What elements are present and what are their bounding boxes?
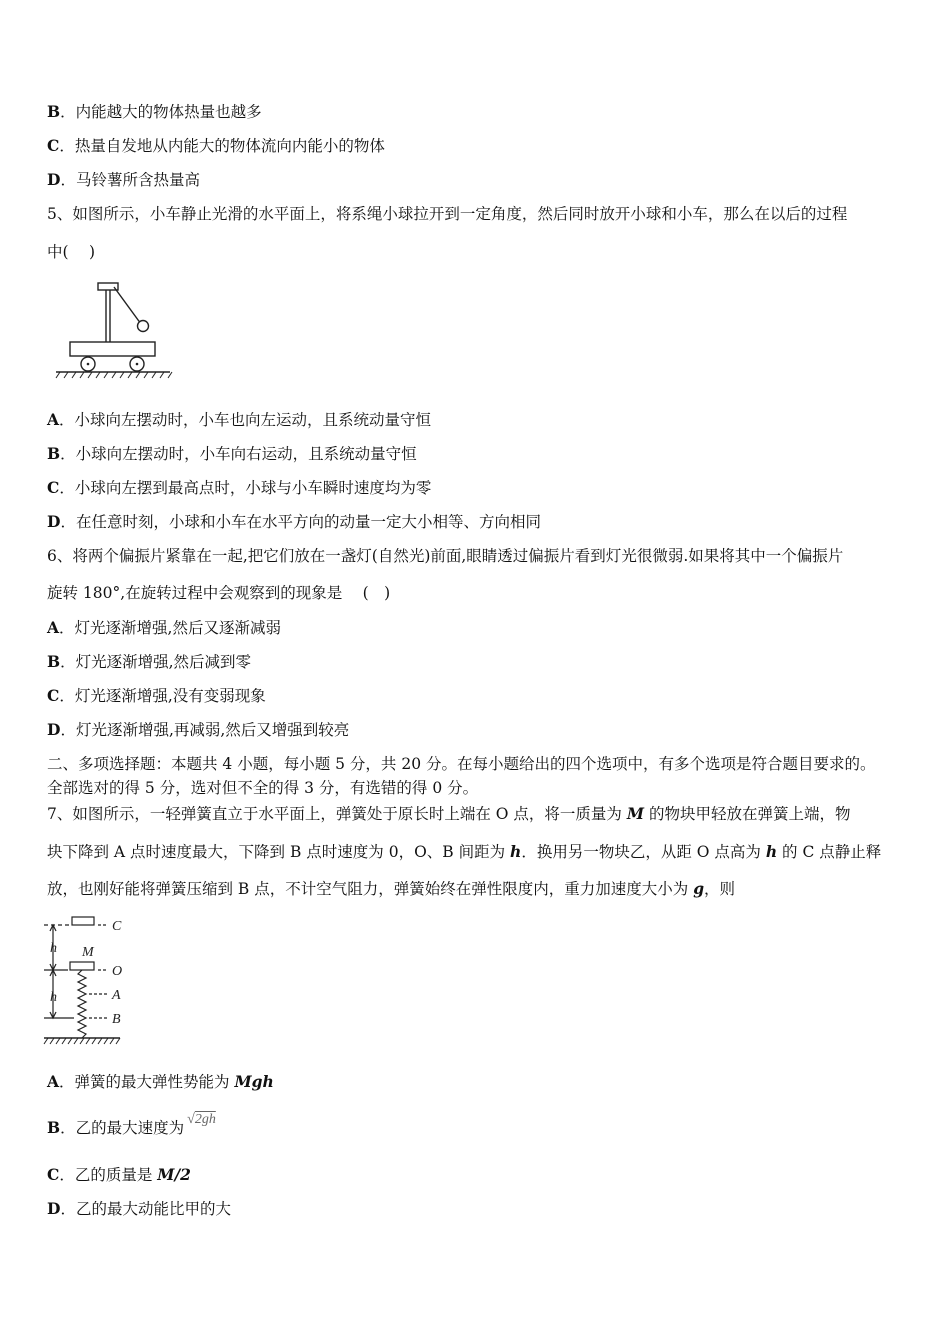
label-o: O xyxy=(112,964,123,979)
q6-option-d: D．灯光逐渐增强,再减弱,然后又增强到较亮 xyxy=(47,720,350,739)
q6-stem-line1: 6、将两个偏振片紧靠在一起,把它们放在一盏灯(自然光)前面,眼睛透过偏振片看到灯光很微弱.如果将其中一个偏振片 xyxy=(47,547,844,565)
label-m: M xyxy=(82,945,94,960)
spring-figure xyxy=(42,912,132,1050)
label-b: B xyxy=(112,1012,121,1027)
q7-option-c: C．乙的质量是 M/2 xyxy=(47,1165,191,1184)
block-m xyxy=(70,962,94,970)
label-h-upper: h xyxy=(50,941,57,956)
q7-stem-line3: 放，也刚好能将弹簧压缩到 B 点，不计空气阻力，弹簧始终在弹性限度内，重力加速度大小为 g，则 xyxy=(47,879,736,898)
q6-option-b: B．灯光逐渐增强,然后减到零 xyxy=(47,652,252,671)
label-a: A xyxy=(112,988,121,1003)
spring-coil xyxy=(78,970,86,1038)
q5-option-d: D．在任意时刻，小球和小车在水平方向的动量一定大小相等、方向相同 xyxy=(47,512,541,531)
q4-option-b: B．内能越大的物体热量也越多 xyxy=(47,102,262,121)
label-h-lower: h xyxy=(50,990,57,1005)
sqrt-expression: √2gh xyxy=(187,1112,216,1127)
block-c xyxy=(72,917,94,925)
q4-option-d: D．马铃薯所含热量高 xyxy=(47,170,200,189)
q7-stem-line2: 块下降到 A 点时速度最大，下降到 B 点时速度为 0，O、B 间距为 h．换用另一物块乙，从距 O 点高为 h 的 C 点静止释 xyxy=(47,842,882,861)
label-c: C xyxy=(112,919,122,934)
q6-stem-line2: 旋转 180°,在旋转过程中会观察到的现象是 ( ) xyxy=(47,584,391,602)
section2-line2: 全部选对的得 5 分，选对但不全的得 3 分，有选错的得 0 分。 xyxy=(47,779,479,797)
q7-option-b: B．乙的最大速度为 √2gh xyxy=(47,1112,216,1137)
cart-pendulum-figure xyxy=(52,280,177,385)
q7-option-d: D．乙的最大动能比甲的大 xyxy=(47,1199,231,1218)
q7-option-a: A．弹簧的最大弹性势能为 Mgh xyxy=(47,1072,274,1091)
q6-option-a: A．灯光逐渐增强,然后又逐渐减弱 xyxy=(47,618,281,637)
q5-stem-line1: 5、如图所示，小车静止光滑的水平面上，将系绳小球拉开到一定角度，然后同时放开小球和小车，那么在以后的过程 xyxy=(47,205,848,223)
q5-option-b: B．小球向左摆动时，小车向右运动，且系统动量守恒 xyxy=(47,444,417,463)
q4-option-c: C．热量自发地从内能大的物体流向内能小的物体 xyxy=(47,136,385,155)
section2-line1: 二、多项选择题：本题共 4 小题，每小题 5 分，共 20 分。在每小题给出的四个选项中，有多个选项是符合题目要求的。 xyxy=(47,755,876,773)
cart-body xyxy=(70,342,155,356)
q7-stem-line1: 7、如图所示，一轻弹簧直立于水平面上，弹簧处于原长时上端在 O 点，将一质量为 M 的物块甲轻放在弹簧上端，物 xyxy=(47,804,851,823)
pendulum-string xyxy=(114,287,141,324)
q5-option-a: A．小球向左摆动时，小车也向左运动，且系统动量守恒 xyxy=(47,410,432,429)
pendulum-ball xyxy=(138,321,149,332)
q5-stem-line2: 中( ) xyxy=(47,243,96,261)
q6-option-c: C．灯光逐渐增强,没有变弱现象 xyxy=(47,686,266,705)
q5-option-c: C．小球向左摆到最高点时，小球与小车瞬时速度均为零 xyxy=(47,478,432,497)
